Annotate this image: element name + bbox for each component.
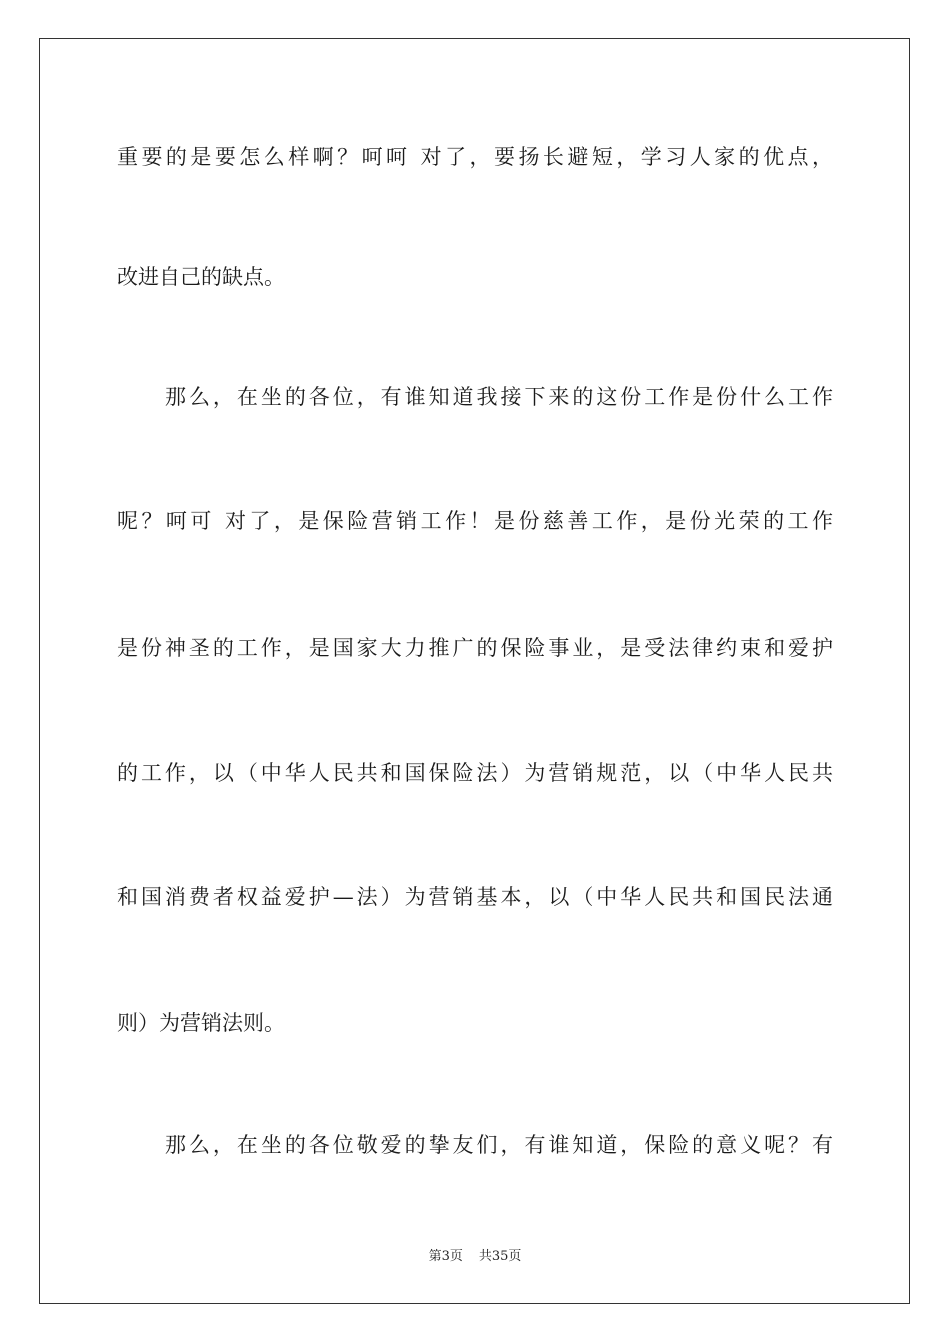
text-line-9: 那么，在坐的各位敬爱的挚友们，有谁知道，保险的意义呢？有 [165,1133,833,1157]
text-line-7: 和国消费者权益爱护—法）为营销基本，以（中华人民共和国民法通 [117,885,833,909]
page-total: 共35页 [478,1249,522,1264]
text-line-4: 呢？呵可 对了，是保险营销工作！是份慈善工作，是份光荣的工作 [117,509,833,533]
text-line-2: 改进自己的缺点。 [117,265,285,289]
text-line-1: 重要的是要怎么样啊？呵呵 对了，要扬长避短，学习人家的优点， [117,145,833,169]
text-line-6: 的工作，以（中华人民共和国保险法）为营销规范，以（中华人民共 [117,761,833,785]
page-number: 第3页 [428,1249,463,1264]
page-footer [0,1248,950,1266]
page-border [39,38,910,1304]
text-line-3: 那么，在坐的各位，有谁知道我接下来的这份工作是份什么工作 [165,385,833,409]
text-line-8: 则）为营销法则。 [117,1011,285,1035]
text-line-5: 是份神圣的工作，是国家大力推广的保险事业，是受法律约束和爱护 [117,636,833,660]
